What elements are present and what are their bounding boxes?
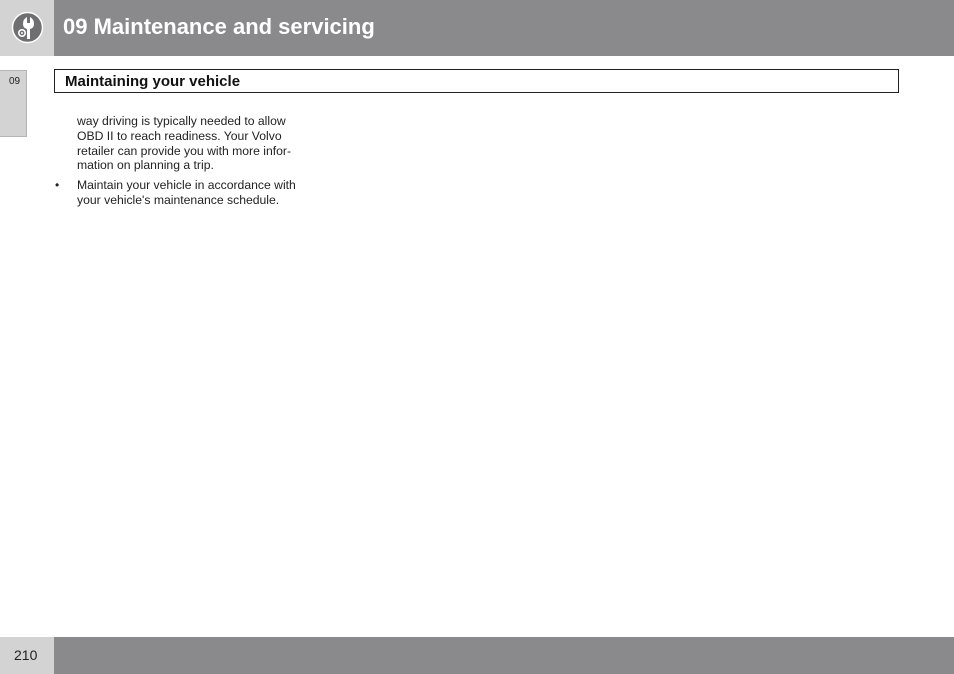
chapter-title: 09 Maintenance and servicing: [63, 14, 375, 39]
paragraph-line: OBD II to reach readiness. Your Volvo: [77, 128, 282, 143]
bullet-line: Maintain your vehicle in accordance with: [77, 178, 296, 193]
bullet-list-item: [55, 178, 327, 208]
section-heading-box: [54, 69, 899, 93]
paragraph-line: way driving is typically needed to allow: [77, 114, 286, 128]
wrench-gear-icon: [11, 11, 44, 44]
chapter-side-tab: [0, 70, 27, 137]
section-title: Maintaining your vehicle: [65, 73, 241, 90]
paragraph-line: mation on planning a trip.: [77, 158, 214, 173]
chapter-icon-box: [0, 0, 54, 56]
paragraph-line: retailer can provide you with more infor-: [77, 143, 292, 158]
side-tab-label: 09: [9, 76, 21, 87]
page-footer: [0, 637, 954, 674]
body-text: [55, 114, 327, 208]
page-header: [0, 0, 954, 56]
page-number-box: [0, 637, 54, 674]
page-number: 210: [14, 647, 38, 663]
bullet-icon: •: [55, 178, 60, 193]
bullet-line: your vehicle's maintenance schedule.: [77, 192, 280, 207]
paragraph: [77, 114, 327, 173]
